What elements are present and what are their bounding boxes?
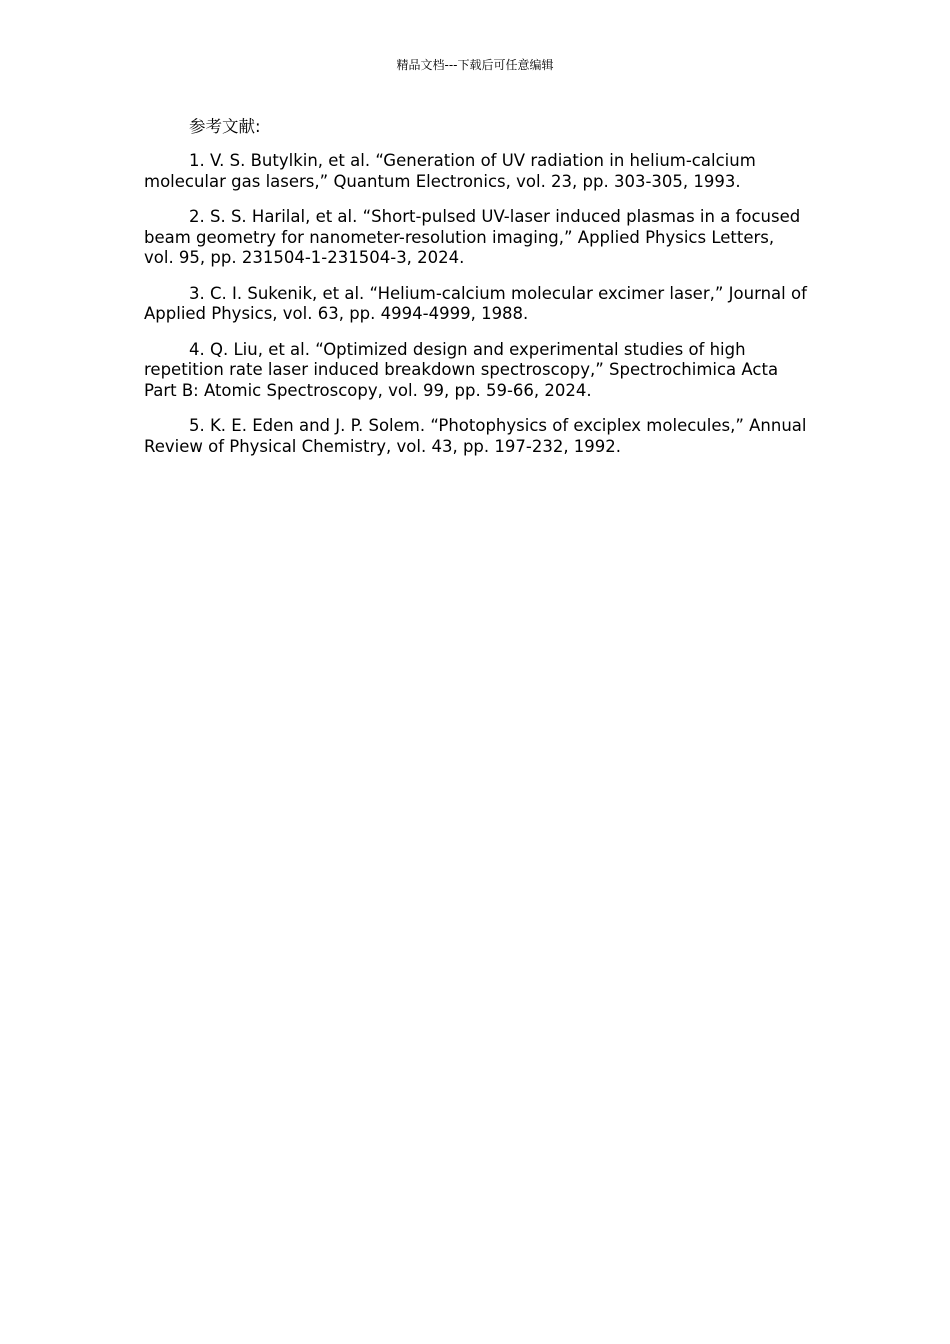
references-heading: 参考文献:: [189, 117, 261, 136]
reference-list: [144, 151, 809, 457]
reference-item-4: 4. Q. Liu, et al. “Optimized design and experimental studies of high repetition rate laser induced breakdown spectroscopy,” Spectrochimica Acta Part B: Atomic Spectroscopy, vol. 99, pp. 59-66, 2024.: [144, 339, 779, 400]
reference-item-3: 3. C. I. Sukenik, et al. “Helium-calcium molecular excimer laser,” Journal of Applied Physics, vol. 63, pp. 4994-4999, 1988.: [144, 283, 807, 323]
page-header: 精品文档---下载后可任意编辑: [396, 58, 554, 72]
reference-item-2: 2. S. S. Harilal, et al. “Short-pulsed UV-laser induced plasmas in a focused beam geometry for nanometer-resolution imaging,” Applied Physics Letters, vol. 95, pp. 231504-1-231504-3, 2024.: [144, 207, 801, 267]
document-body: [144, 116, 809, 472]
reference-item-1: 1. V. S. Butylkin, et al. “Generation of UV radiation in helium-calcium molecular gas lasers,” Quantum Electronics, vol. 23, pp. 303-305, 1993.: [144, 151, 756, 191]
reference-item-5: 5. K. E. Eden and J. P. Solem. “Photophysics of exciplex molecules,” Annual Review of Physical Chemistry, vol. 43, pp. 197-232, 1992.: [144, 416, 807, 456]
